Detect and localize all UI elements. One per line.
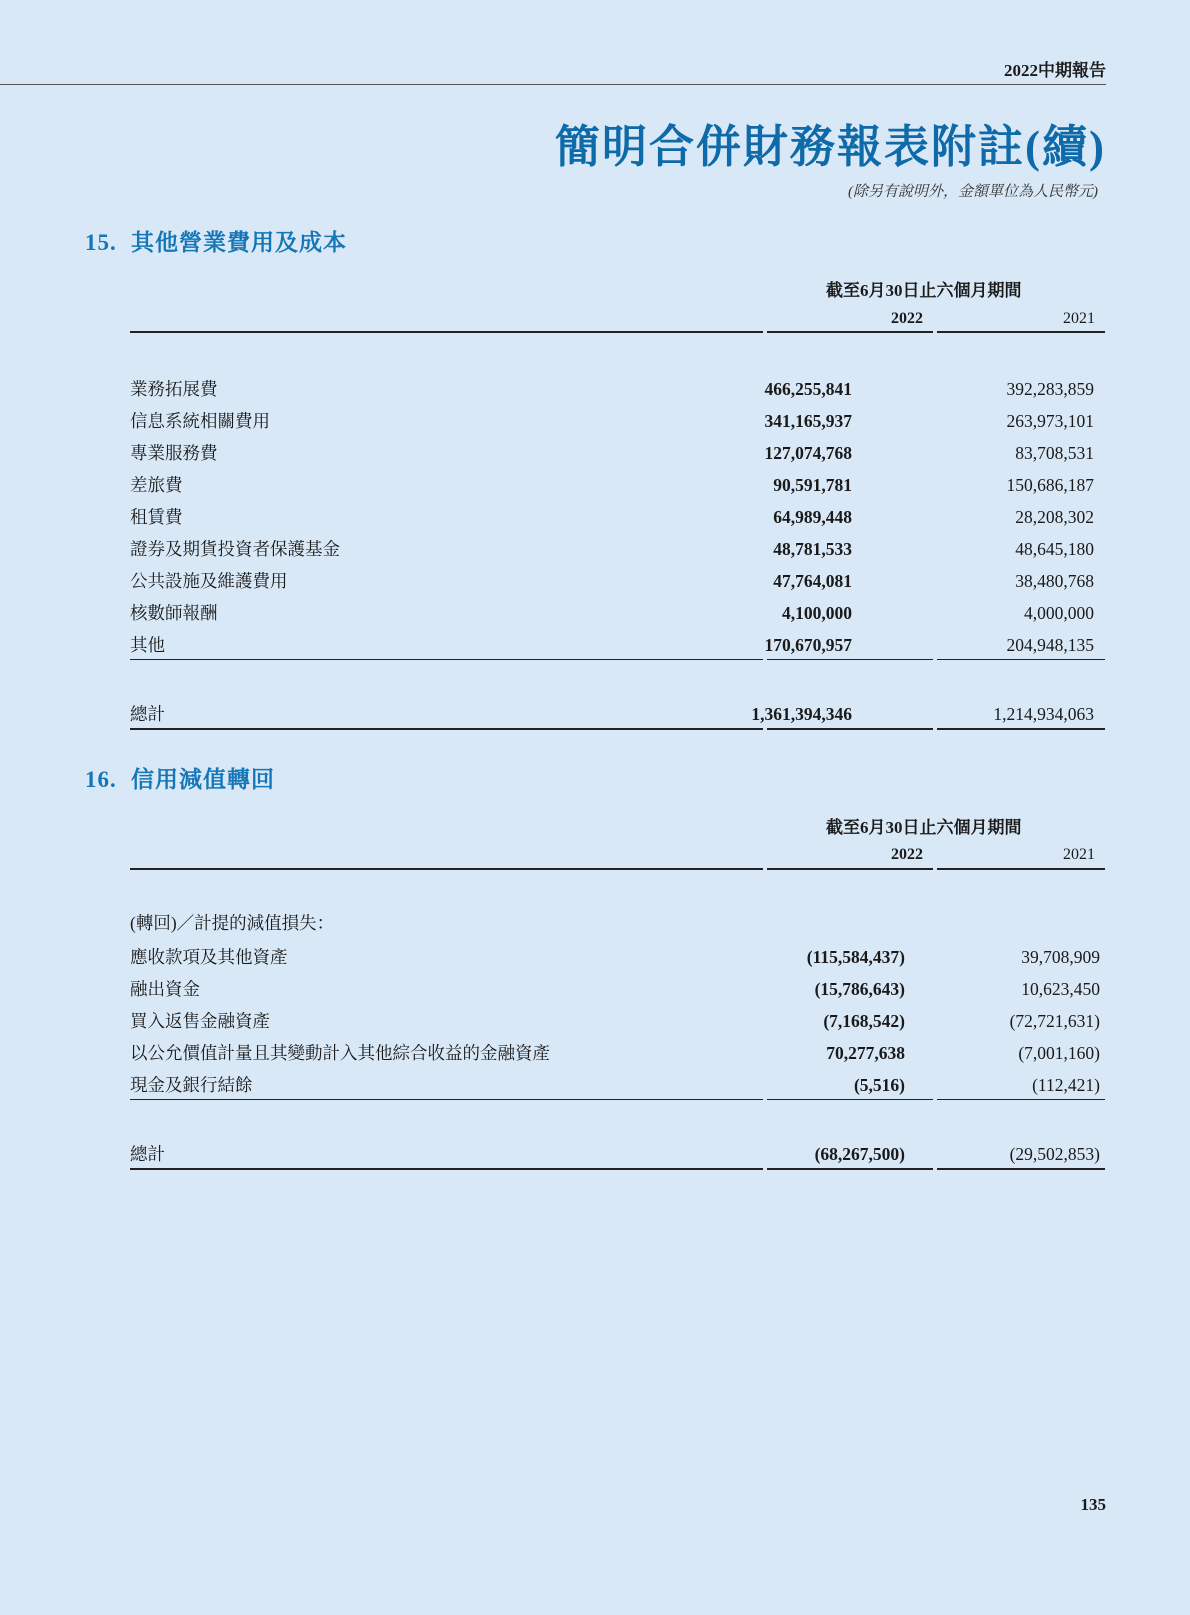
- value-2022: 341,165,937: [764, 411, 852, 431]
- value-2022: 47,764,081: [773, 571, 852, 591]
- section-number: 16.: [85, 767, 117, 792]
- subtotal-rule: [130, 659, 1105, 660]
- row-label: 業務拓展費: [130, 379, 218, 399]
- page-title: 簡明合併財務報表附註(續): [555, 122, 1106, 172]
- value-2022: (115,584,437): [806, 947, 905, 967]
- table-row: [130, 565, 1105, 597]
- value-2022: 4,100,000: [782, 603, 852, 623]
- total-label: 總計: [130, 1144, 165, 1164]
- table-row: [130, 405, 1105, 437]
- value-2021: 392,283,859: [1006, 379, 1094, 399]
- section-15-heading: [85, 224, 347, 257]
- value-2022: 466,255,841: [764, 379, 852, 399]
- total-row: [130, 698, 1105, 730]
- total-row: [130, 1138, 1105, 1170]
- report-name: 2022中期報告: [1004, 61, 1106, 80]
- value-2021: 28,208,302: [1015, 507, 1094, 527]
- table-row: [130, 373, 1105, 405]
- value-2021: 48,645,180: [1015, 539, 1094, 559]
- row-label: 差旅費: [130, 475, 183, 495]
- value-2022: 70,277,638: [826, 1043, 905, 1063]
- total-label: 總計: [130, 704, 165, 724]
- table-header-rule: [130, 331, 1105, 333]
- total-2022: 1,361,394,346: [751, 704, 852, 724]
- subtotal-rule: [130, 1099, 1105, 1100]
- value-2022: 127,074,768: [764, 443, 852, 463]
- period-header: 截至6月30日止六個月期間: [826, 818, 1022, 837]
- value-2022: (5,516): [853, 1075, 905, 1095]
- table-row: [130, 597, 1105, 629]
- row-label: 公共設施及維護費用: [130, 571, 288, 591]
- row-label: 專業服務費: [130, 443, 218, 463]
- section-number: 15.: [85, 230, 117, 255]
- section-title: 信用減值轉回: [131, 767, 275, 792]
- column-header-2022: 2022: [891, 310, 923, 327]
- table-row: [130, 973, 1105, 1005]
- value-2021: (7,001,160): [1018, 1043, 1100, 1063]
- period-header: 截至6月30日止六個月期間: [826, 281, 1022, 300]
- value-2021: 10,623,450: [1021, 979, 1100, 999]
- section-title: 其他營業費用及成本: [131, 230, 347, 255]
- value-2021: 150,686,187: [1006, 475, 1094, 495]
- value-2021: 263,973,101: [1006, 411, 1094, 431]
- total-rule: [130, 1168, 1105, 1170]
- value-2022: (7,168,542): [823, 1011, 905, 1031]
- value-2021: 204,948,135: [1006, 635, 1094, 655]
- value-2021: 38,480,768: [1015, 571, 1094, 591]
- row-label: 核數師報酬: [130, 603, 218, 623]
- total-2021: 1,214,934,063: [993, 704, 1094, 724]
- value-2022: 170,670,957: [764, 635, 852, 655]
- table-row: [130, 1069, 1105, 1101]
- value-2021: 39,708,909: [1021, 947, 1100, 967]
- value-2022: 90,591,781: [773, 475, 852, 495]
- section-16-heading: [85, 761, 275, 794]
- table-row: [130, 629, 1105, 661]
- table-row: [130, 941, 1105, 973]
- row-label: 應收款項及其他資產: [130, 947, 288, 967]
- total-2022: (68,267,500): [814, 1144, 905, 1164]
- table-intro-row: [130, 907, 1105, 939]
- total-rule: [130, 728, 1105, 730]
- total-2021: (29,502,853): [1009, 1144, 1100, 1164]
- value-2021: (112,421): [1032, 1075, 1100, 1095]
- value-2022: 64,989,448: [773, 507, 852, 527]
- table-row: [130, 1037, 1105, 1069]
- row-label: 租賃費: [130, 507, 183, 527]
- header-rule: [0, 84, 1106, 85]
- column-header-2021: 2021: [1063, 310, 1095, 327]
- row-label: 融出資金: [130, 979, 200, 999]
- row-label: 現金及銀行結餘: [130, 1075, 253, 1095]
- row-label: 買入返售金融資產: [130, 1011, 270, 1031]
- value-2022: (15,786,643): [814, 979, 905, 999]
- value-2021: (72,721,631): [1009, 1011, 1100, 1031]
- column-header-2021: 2021: [1063, 846, 1095, 863]
- intro-label: (轉回)／計提的減值損失：: [130, 913, 335, 933]
- table-row: [130, 437, 1105, 469]
- column-header-2022: 2022: [891, 846, 923, 863]
- table-row: [130, 533, 1105, 565]
- row-label: 證券及期貨投資者保護基金: [130, 539, 340, 559]
- table-row: [130, 1005, 1105, 1037]
- value-2021: 4,000,000: [1024, 603, 1094, 623]
- value-2021: 83,708,531: [1015, 443, 1094, 463]
- row-label: 其他: [130, 635, 165, 655]
- table-row: [130, 469, 1105, 501]
- table-header-rule: [130, 868, 1105, 870]
- row-label: 以公允價值計量且其變動計入其他綜合收益的金融資產: [130, 1043, 550, 1063]
- currency-note: (除另有說明外，金額單位為人民幣元): [848, 184, 1098, 200]
- page-number: 135: [1080, 1495, 1106, 1514]
- table-row: [130, 501, 1105, 533]
- row-label: 信息系統相關費用: [130, 411, 270, 431]
- value-2022: 48,781,533: [773, 539, 852, 559]
